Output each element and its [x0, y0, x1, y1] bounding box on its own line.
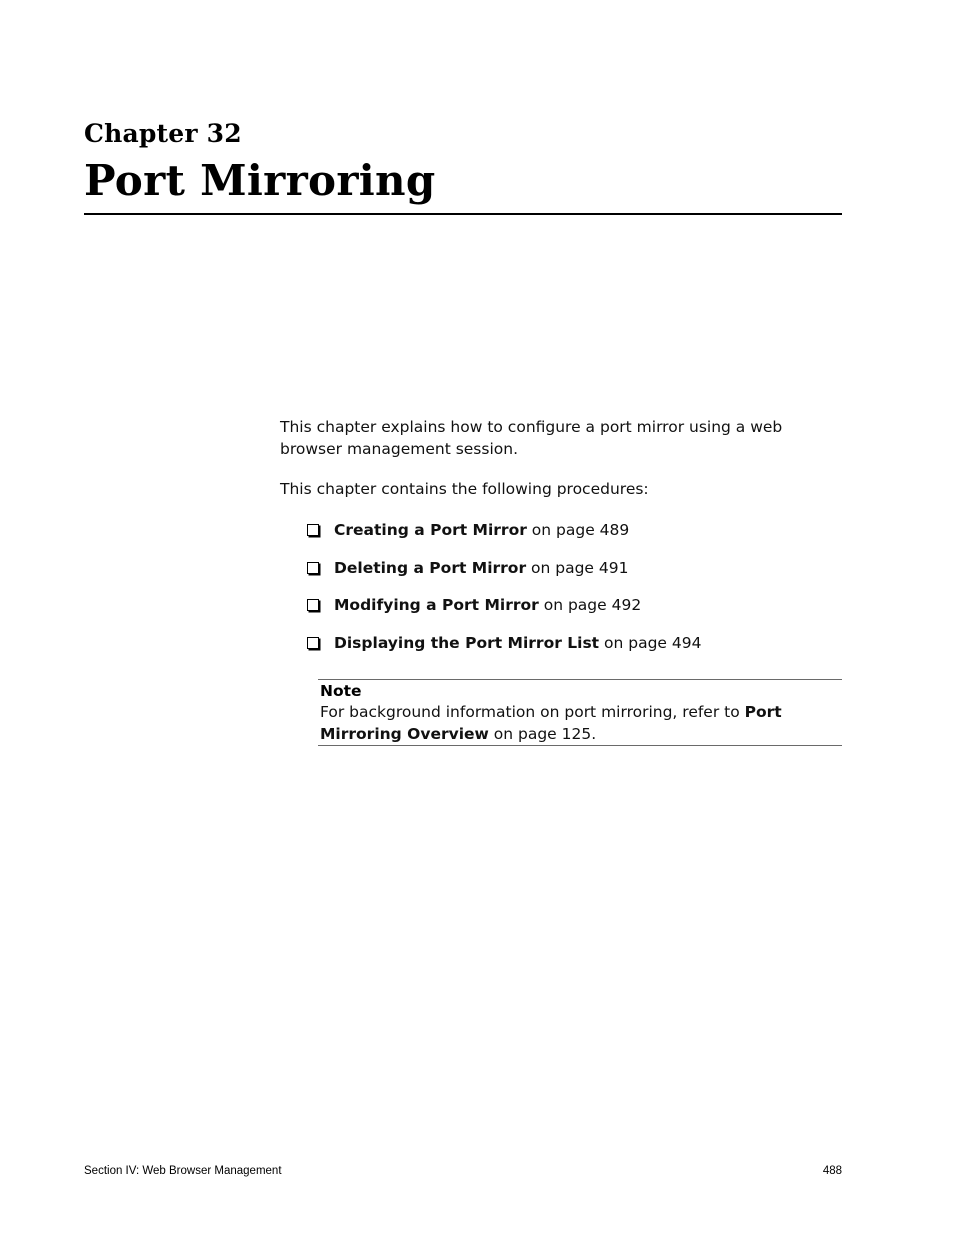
- procedures-intro: This chapter contains the following procedures:: [280, 480, 649, 498]
- note-heading: Note: [320, 682, 362, 700]
- title-rule: [84, 213, 842, 215]
- page-reference: on page 489: [526, 521, 630, 539]
- checkbox-icon: [307, 524, 319, 536]
- procedure-link-deleting[interactable]: Deleting a Port Mirror: [334, 558, 527, 577]
- page-reference: on page 494: [599, 633, 702, 652]
- note-text-after: on page 125.: [488, 725, 597, 743]
- list-item: [307, 519, 701, 557]
- list-item: [307, 632, 701, 670]
- checkbox-icon: [307, 599, 319, 611]
- procedure-link-displaying[interactable]: Displaying the Port Mirror List: [334, 633, 600, 652]
- intro-paragraph: This chapter explains how to configure a port mirror using a web browser management session.: [280, 418, 783, 458]
- note-text: [320, 701, 820, 745]
- checkbox-icon: [307, 562, 319, 574]
- page-reference: on page 492: [538, 596, 642, 614]
- list-item: [307, 594, 701, 632]
- footer-section: Section IV: Web Browser Management: [84, 1165, 282, 1177]
- procedure-link-modifying[interactable]: Modifying a Port Mirror: [334, 596, 539, 614]
- footer-page-number: 488: [822, 1165, 842, 1177]
- note-link-overview[interactable]: Port Mirroring Overview: [320, 703, 782, 743]
- procedure-link-creating[interactable]: Creating a Port Mirror: [334, 521, 527, 539]
- note-text-before: For background information on port mirroring, refer to: [320, 703, 745, 721]
- note-box: [318, 679, 842, 746]
- checkbox-icon: [307, 637, 319, 649]
- procedure-list: [307, 519, 701, 669]
- chapter-label: Chapter 32: [84, 119, 242, 148]
- page-reference: on page 491: [526, 558, 629, 577]
- list-item: [307, 557, 701, 595]
- chapter-title: Port Mirroring: [84, 156, 436, 205]
